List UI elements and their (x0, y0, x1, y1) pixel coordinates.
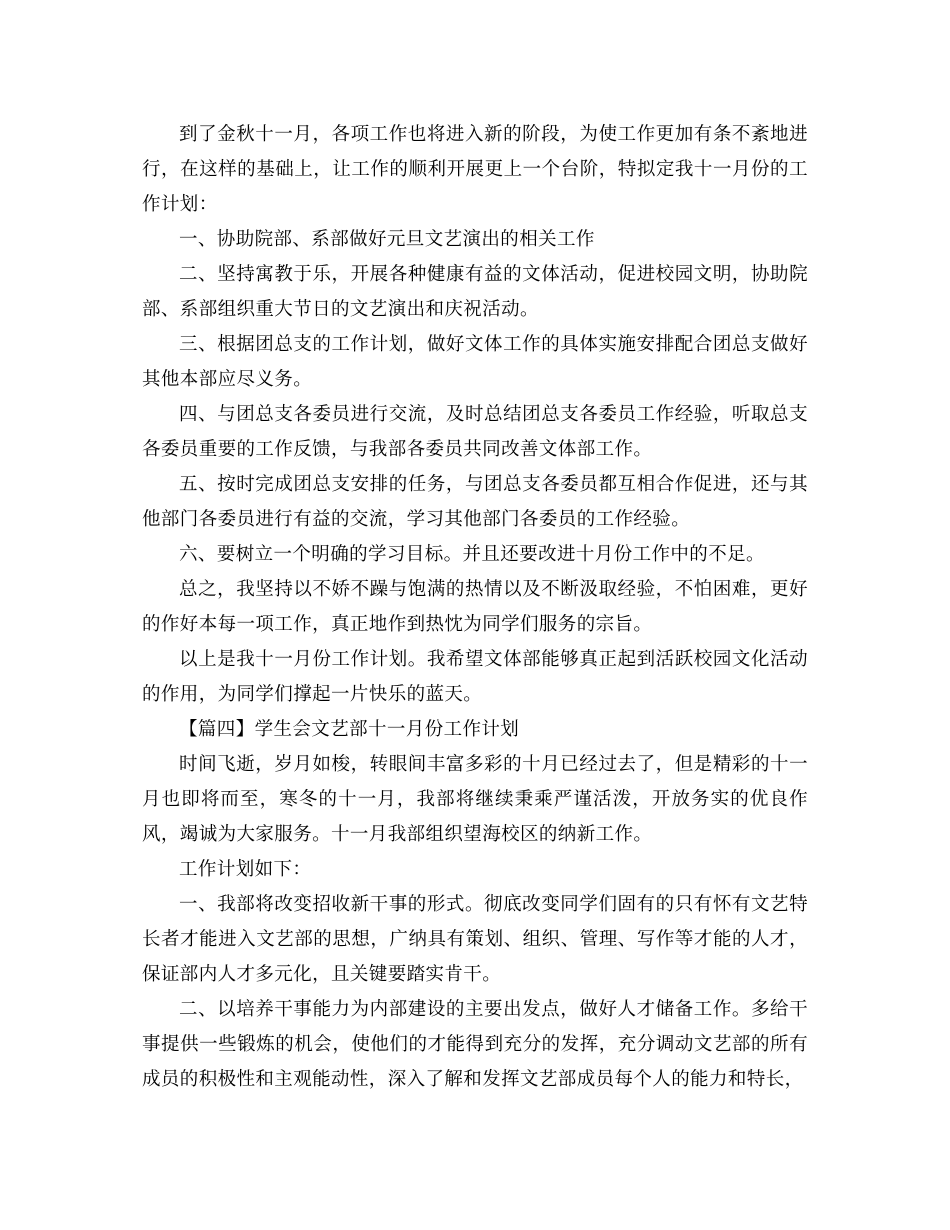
paragraph-item-3: 三、根据团总支的工作计划，做好文体工作的具体实施安排配合团总支做好其他本部应尽义务。 (142, 334, 808, 390)
paragraph-plan-item-1: 一、我部将改变招收新干事的形式。彻底改变同学们固有的只有怀有文艺特长者才能进入文艺部的思想，广纳具有策划、组织、管理、写作等才能的人才，保证部内人才多元化，且关键要踏实肯干。 (142, 894, 808, 985)
paragraph-section-intro: 时间飞逝，岁月如梭，转眼间丰富多彩的十月已经过去了，但是精彩的十一月也即将而至，寒冬的十一月，我部将继续秉乘严谨活泼，开放务实的优良作风，竭诚为大家服务。十一月我部组织望海校区的纳新工作。 (142, 754, 808, 845)
paragraph-item-1: 一、协助院部、系部做好元旦文艺演出的相关工作 (179, 229, 595, 250)
paragraph-intro: 到了金秋十一月，各项工作也将进入新的阶段，为使工作更加有条不紊地进行，在这样的基础上，让工作的顺利开展更上一个台阶，特拟定我十一月份的工作计划： (142, 124, 808, 215)
paragraph-closing: 以上是我十一月份工作计划。我希望文体部能够真正起到活跃校园文化活动的作用，为同学们撑起一片快乐的蓝天。 (142, 649, 808, 705)
paragraph-item-6: 六、要树立一个明确的学习目标。并且还要改进十月份工作中的不足。 (179, 544, 765, 565)
paragraph-item-4: 四、与团总支各委员进行交流，及时总结团总支各委员工作经验，听取总支各委员重要的工作反馈，与我部各委员共同改善文体部工作。 (142, 404, 808, 460)
paragraph-plan-item-2: 二、以培养干事能力为内部建设的主要出发点，做好人才储备工作。多给干事提供一些锻炼的机会，使他们的才能得到充分的发挥，充分调动文艺部的所有成员的积极性和主观能动性，深入了解和发挥文艺部成员每个人的能力和特长， (142, 999, 808, 1090)
section-heading: 【篇四】学生会文艺部十一月份工作计划 (179, 719, 520, 740)
document-body (142, 117, 808, 1097)
paragraph-summary: 总之，我坚持以不娇不躁与饱满的热情以及不断汲取经验，不怕困难，更好的作好本每一项工作，真正地作到热忱为同学们服务的宗旨。 (142, 579, 808, 635)
paragraph-item-2: 二、坚持寓教于乐，开展各种健康有益的文体活动，促进校园文明，协助院部、系部组织重大节日的文艺演出和庆祝活动。 (142, 264, 808, 320)
paragraph-item-5: 五、按时完成团总支安排的任务，与团总支各委员都互相合作促进，还与其他部门各委员进行有益的交流，学习其他部门各委员的工作经验。 (142, 474, 808, 530)
paragraph-plan-label: 工作计划如下： (179, 859, 312, 880)
